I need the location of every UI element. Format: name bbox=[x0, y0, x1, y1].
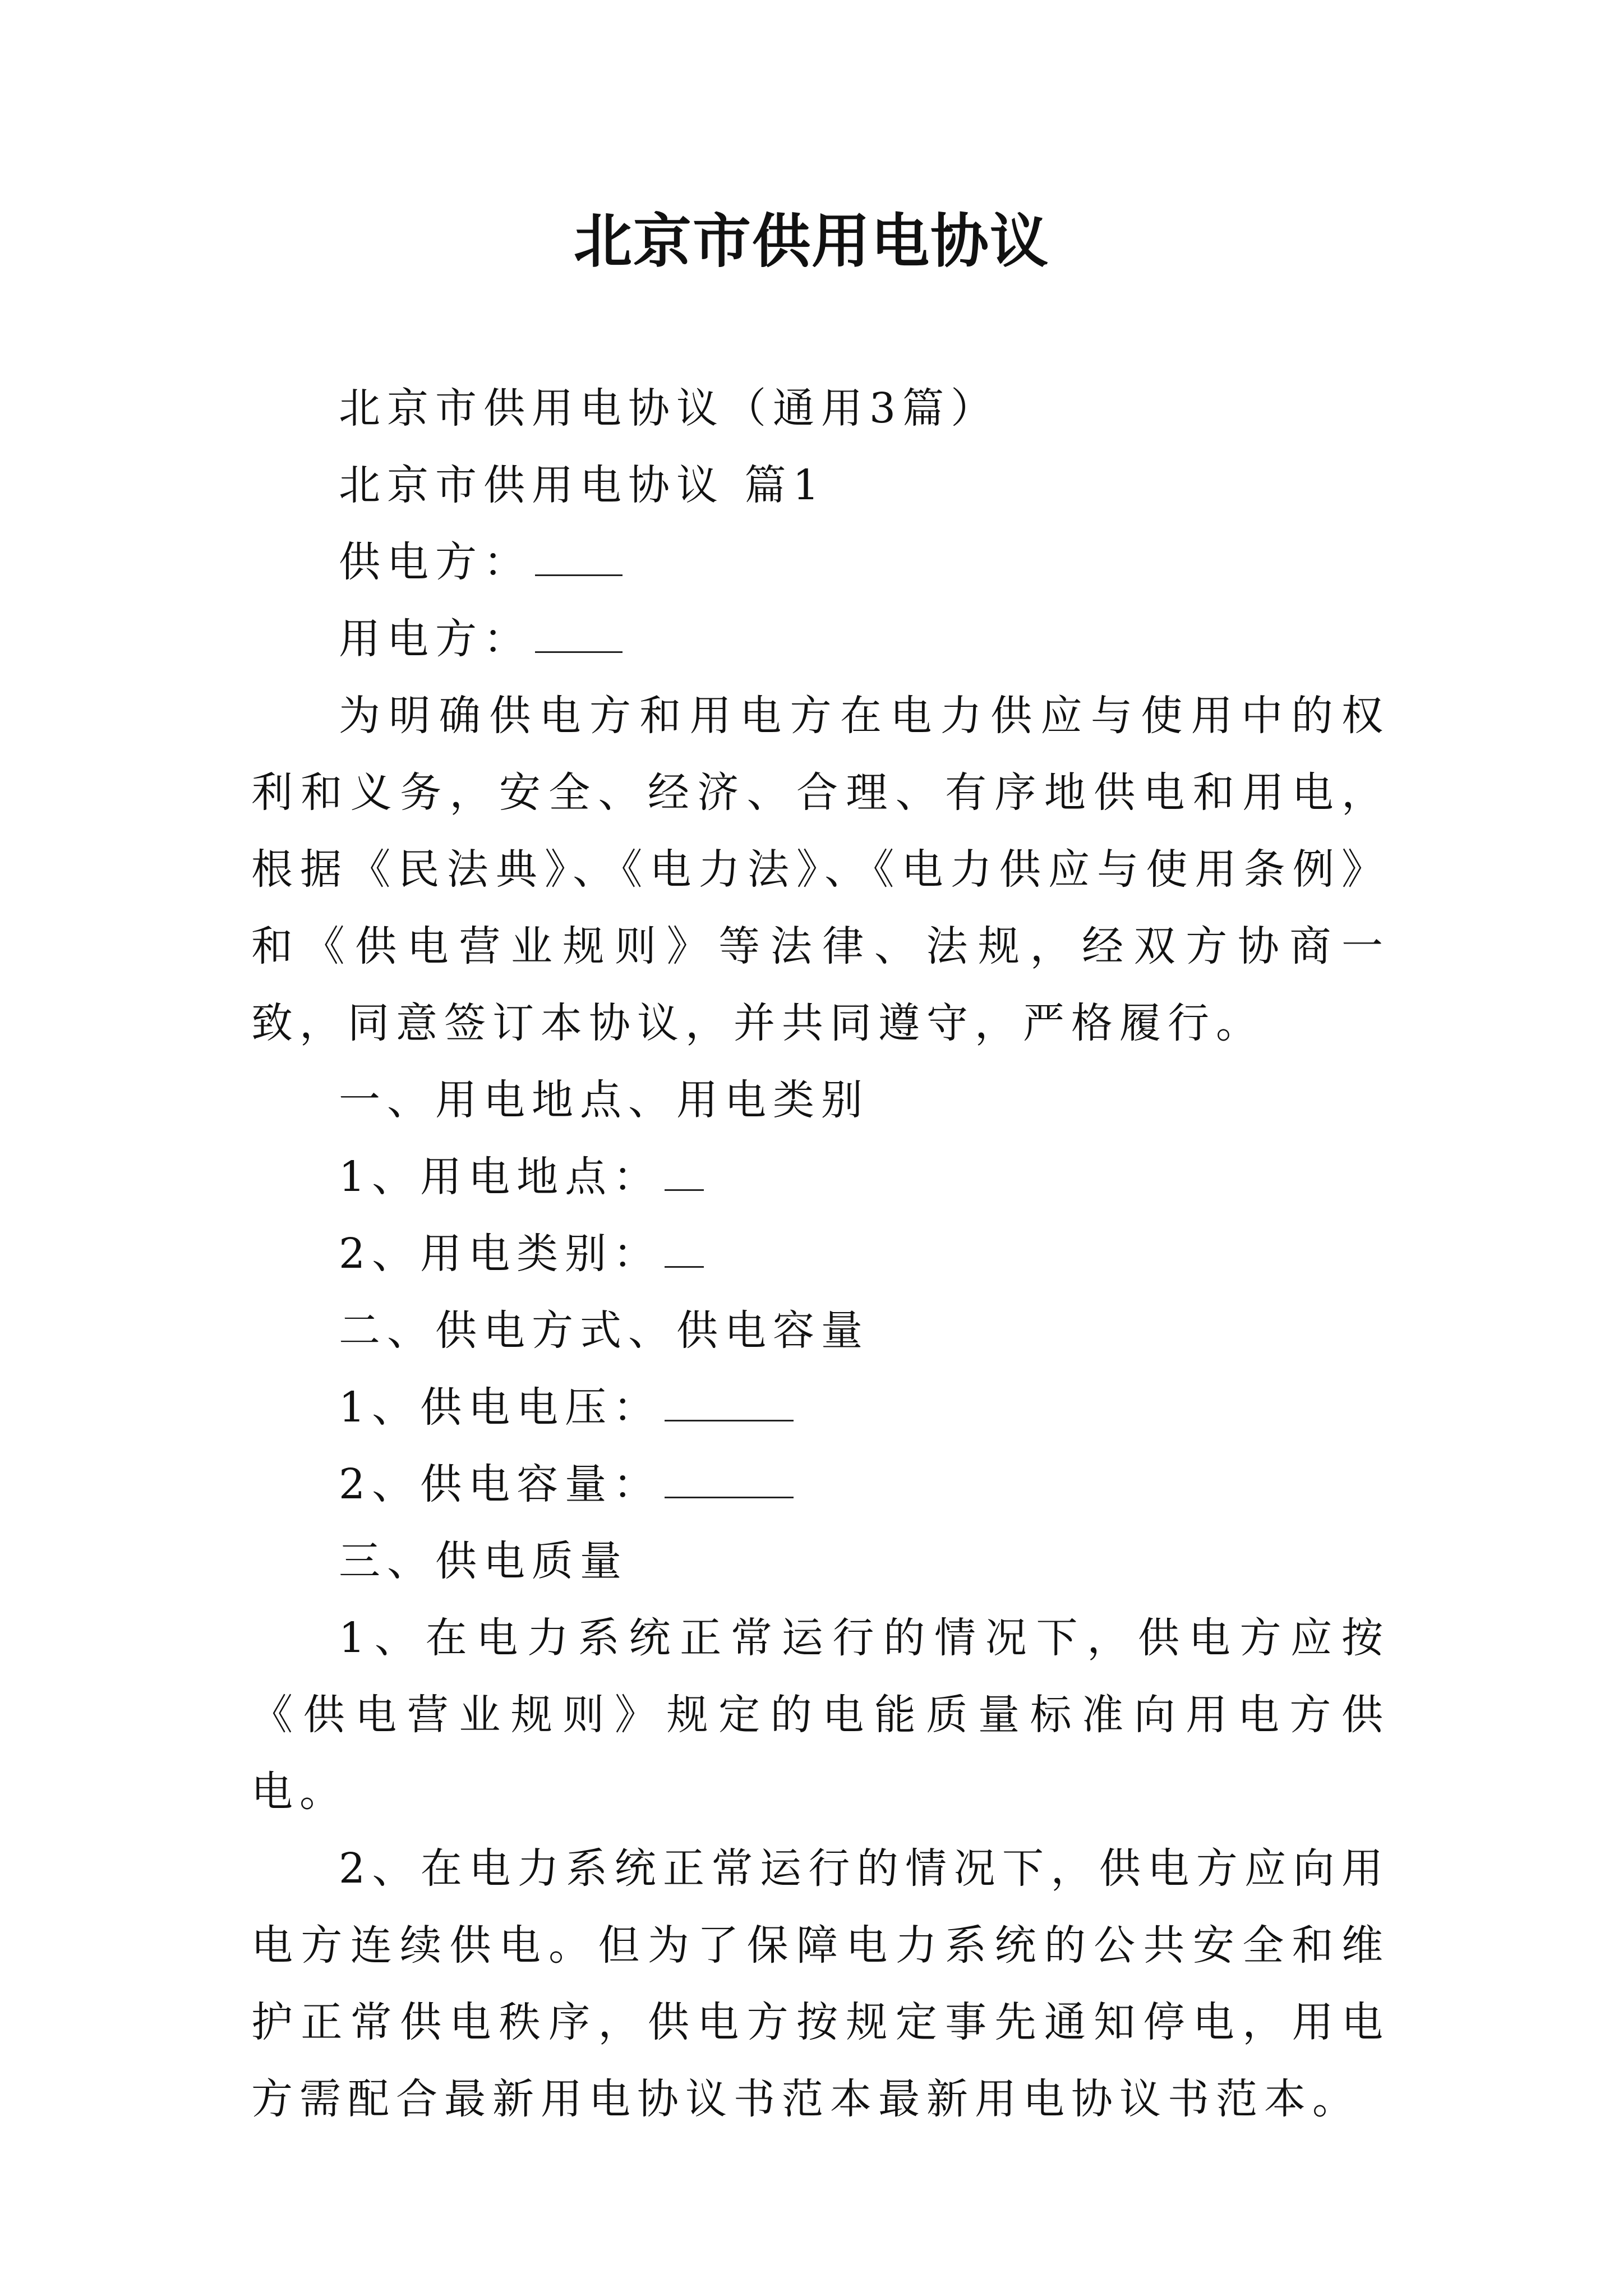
section3-title: 三、供电质量 bbox=[339, 1537, 628, 1585]
heading-all: 北京市供用电协议（通用3篇） bbox=[339, 384, 999, 432]
s2-item1-blank bbox=[665, 1386, 794, 1421]
s3-item1-paragraph: 1、在电力系统正常运行的情况下，供电方应按《供电营业规则》规定的电能质量标准向用电方供电。 bbox=[251, 1614, 1390, 1816]
user-blank bbox=[535, 618, 623, 653]
supplier-blank bbox=[535, 541, 623, 576]
user-label: 用电方： bbox=[339, 615, 532, 663]
s1-item1-blank bbox=[665, 1156, 704, 1191]
section2-title: 二、供电方式、供电容量 bbox=[339, 1306, 869, 1355]
s1-item2-line bbox=[251, 1216, 1390, 1292]
s2-item2-label: 2、供电容量： bbox=[339, 1460, 662, 1508]
s1-item1-label: 1、用电地点： bbox=[339, 1153, 662, 1201]
s2-item2-blank bbox=[665, 1463, 794, 1498]
s2-item1-line bbox=[251, 1369, 1390, 1446]
s2-item2-line bbox=[251, 1446, 1390, 1523]
s1-item1-line bbox=[251, 1139, 1390, 1216]
document-title: 北京市供用电协议 bbox=[573, 206, 1049, 275]
supplier-label: 供电方： bbox=[339, 538, 532, 586]
section1-title: 一、用电地点、用电类别 bbox=[339, 1076, 869, 1124]
s2-item1-label: 1、供电电压： bbox=[339, 1383, 662, 1432]
s1-item2-blank bbox=[665, 1232, 704, 1268]
supplier-line bbox=[251, 524, 1390, 601]
intro-paragraph: 为明确供电方和用电方在电力供应与使用中的权利和义务，安全、经济、合理、有序地供电和用电，根据《民法典》、《电力法》、《电力供应与使用条例》和《供电营业规则》等法律、法规，经双方协商一致，同意签订本协议，并共同遵守，严格履行。 bbox=[251, 692, 1390, 1047]
user-line bbox=[251, 601, 1390, 678]
document-body bbox=[251, 370, 1390, 2138]
s1-item2-label: 2、用电类别： bbox=[339, 1230, 662, 1278]
s3-item2-paragraph: 2、在电力系统正常运行的情况下，供电方应向用电方连续供电。但为了保障电力系统的公共安全和维护正常供电秩序，供电方按规定事先通知停电，用电方需配合最新用电协议书范本最新用电协议书范本。 bbox=[251, 1844, 1390, 2123]
heading-part1: 北京市供用电协议 篇1 bbox=[339, 461, 826, 509]
